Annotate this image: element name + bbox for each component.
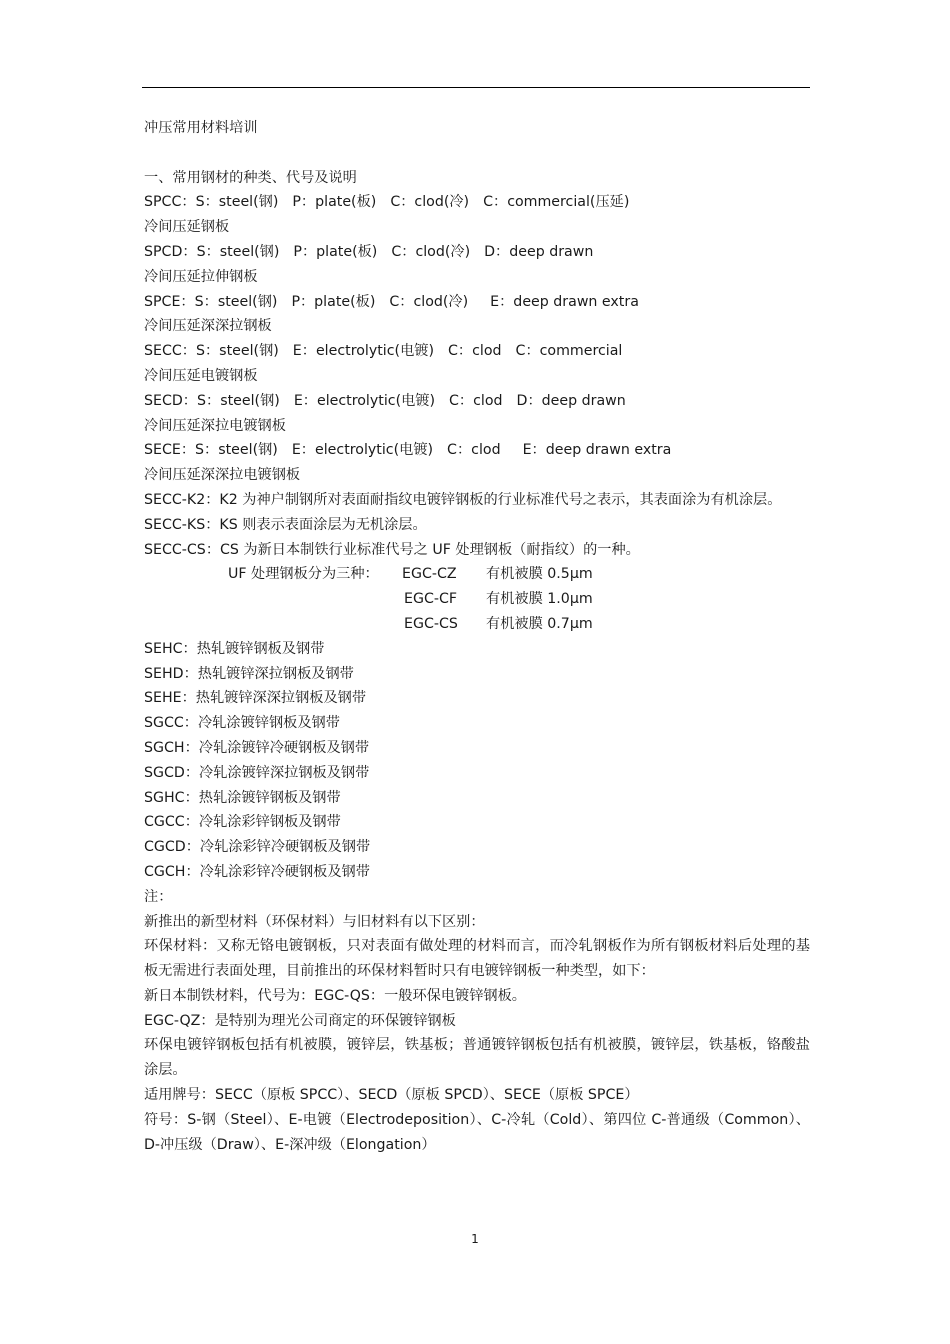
code-line <box>144 240 810 265</box>
header-rule <box>142 87 810 88</box>
code-part: S：steel(钢) <box>195 194 279 211</box>
code-part: C：commercial(压延) <box>483 194 630 211</box>
code-desc: 冷间压延拉伸钢板 <box>144 268 258 285</box>
secc-k2-paragraph: SECC-K2：K2 为神户制钢所对表面耐指纹电镀锌钢板的行业标准代号之表示，其表面涂为有机涂层。 <box>144 491 782 508</box>
note-paragraph: 适用牌号：SECC（原板 SPCC）、SECD（原板 SPCD）、SECE（原板 SPCE） <box>144 1087 639 1104</box>
uf-table <box>144 562 810 636</box>
code-part: C：clod(冷) <box>389 293 469 310</box>
secc-cs-line: SECC-CS：CS 为新日本制铁行业标准代号之 UF 处理钢板（耐指纹）的一种。 <box>144 541 640 558</box>
note-paragraph: 环保材料：又称无铬电镀钢板，只对表面有做处理的材料而言，而冷轧钢板作为所有钢板材料后处理的基板无需进行表面处理，目前推出的环保材料暂时只有电镀锌钢板一种类型，如下： <box>144 938 810 980</box>
uf-code: EGC-CS <box>404 615 458 632</box>
uf-code: EGC-CZ <box>402 566 457 583</box>
list-item: CGCD：冷轧涂彩锌冷硬钢板及钢带 <box>144 839 371 856</box>
section-heading: 一、常用钢材的种类、代号及说明 <box>144 169 357 186</box>
code-line <box>144 339 810 364</box>
code-block-secc <box>144 339 810 389</box>
list-item: SGHC：热轧涂镀锌钢板及钢带 <box>144 789 341 806</box>
code-part: E：electrolytic(电镀) <box>291 442 434 459</box>
code-name: SPCD： <box>144 243 197 260</box>
list-item: SGCH：冷轧涂镀锌冷硬钢板及钢带 <box>144 739 370 756</box>
uf-row <box>144 587 810 612</box>
code-part: C：clod(冷) <box>390 194 470 211</box>
list-item: SGCC：冷轧涂镀锌钢板及钢带 <box>144 715 340 732</box>
code-desc: 冷间压延电镀钢板 <box>144 367 258 384</box>
code-block-spcd <box>144 240 810 290</box>
code-name: SECC： <box>144 343 196 360</box>
note-paragraph: 环保电镀锌钢板包括有机被膜，镀锌层，铁基板；普通镀锌钢板包括有机被膜，镀锌层，铁基板，铬酸盐涂层。 <box>144 1037 810 1079</box>
code-part: C：commercial <box>515 343 623 360</box>
uf-code: EGC-CF <box>404 591 458 608</box>
uf-row <box>144 612 810 637</box>
list-item: CGCH：冷轧涂彩锌冷硬钢板及钢带 <box>144 863 370 880</box>
code-part: C：clod <box>448 343 502 360</box>
list-item: SEHD：热轧镀锌深拉钢板及钢带 <box>144 665 354 682</box>
code-name: SPCE： <box>144 293 195 310</box>
uf-film: 有机被膜 1.0μm <box>486 591 593 608</box>
code-part: D：deep drawn <box>516 392 626 409</box>
code-desc: 冷间压延深深拉钢板 <box>144 318 272 335</box>
uf-film: 有机被膜 0.7μm <box>486 615 593 632</box>
code-part: P：plate(板) <box>292 194 377 211</box>
code-part: E：electrolytic(电镀) <box>292 343 434 360</box>
code-part: S：steel(钢) <box>195 442 278 459</box>
code-name: SECE： <box>144 442 196 459</box>
document-body <box>144 116 810 1157</box>
note-paragraph: 符号：S-钢（Steel）、E-电镀（Electrodeposition）、C-冷轧（Cold）、第四位 C-普通级（Common）、D-冲压级（Draw）、E-深冲级（Elongation） <box>144 1111 810 1153</box>
code-part: E：deep drawn extra <box>522 442 672 459</box>
code-line <box>144 389 810 414</box>
code-part: C：clod(冷) <box>391 243 471 260</box>
code-line <box>144 290 810 315</box>
note-label: 注： <box>144 888 173 905</box>
code-name: SECD： <box>144 392 197 409</box>
code-desc: 冷间压延深拉电镀钢板 <box>144 417 286 434</box>
materials-list <box>144 637 810 885</box>
note-paragraph: 新推出的新型材料（环保材料）与旧材料有以下区别： <box>144 913 485 930</box>
code-block-secd <box>144 389 810 439</box>
code-part: S：steel(钢) <box>195 343 279 360</box>
page-number: 1 <box>471 1232 479 1246</box>
code-part: S：steel(钢) <box>197 392 280 409</box>
code-part: S：steel(钢) <box>196 243 280 260</box>
code-desc: 冷间压延钢板 <box>144 219 230 236</box>
note-paragraph: 新日本制铁材料，代号为：EGC-QS：一般环保电镀锌钢板。 <box>144 987 526 1004</box>
code-part: E：deep drawn extra <box>490 293 639 310</box>
code-part: S：steel(钢) <box>194 293 278 310</box>
code-block-spcc <box>144 190 810 240</box>
code-part: P：plate(板) <box>293 243 378 260</box>
list-item: SGCD：冷轧涂镀锌深拉钢板及钢带 <box>144 764 370 781</box>
secc-ks-line: SECC-KS：KS 则表示表面涂层为无机涂层。 <box>144 516 427 533</box>
code-part: E：electrolytic(电镀) <box>293 392 436 409</box>
code-part: C：clod <box>449 392 503 409</box>
uf-label: UF 处理钢板分为三种： <box>228 566 379 583</box>
note-paragraph: EGC-QZ：是特别为理光公司商定的环保镀锌钢板 <box>144 1012 456 1029</box>
list-item: SEHE：热轧镀锌深深拉钢板及钢带 <box>144 690 367 707</box>
code-block-spce <box>144 290 810 340</box>
code-desc: 冷间压延深深拉电镀钢板 <box>144 467 301 484</box>
list-item: SEHC：热轧镀锌钢板及钢带 <box>144 640 325 657</box>
code-part: D：deep drawn <box>484 243 594 260</box>
code-name: SPCC： <box>144 194 196 211</box>
code-line <box>144 438 810 463</box>
code-line <box>144 190 810 215</box>
uf-film: 有机被膜 0.5μm <box>486 566 593 583</box>
code-part: C：clod <box>447 442 501 459</box>
code-part: P：plate(板) <box>291 293 376 310</box>
list-item: CGCC：冷轧涂彩锌钢板及钢带 <box>144 814 341 831</box>
doc-title: 冲压常用材料培训 <box>144 120 258 136</box>
code-block-sece <box>144 438 810 488</box>
uf-row <box>144 562 810 587</box>
